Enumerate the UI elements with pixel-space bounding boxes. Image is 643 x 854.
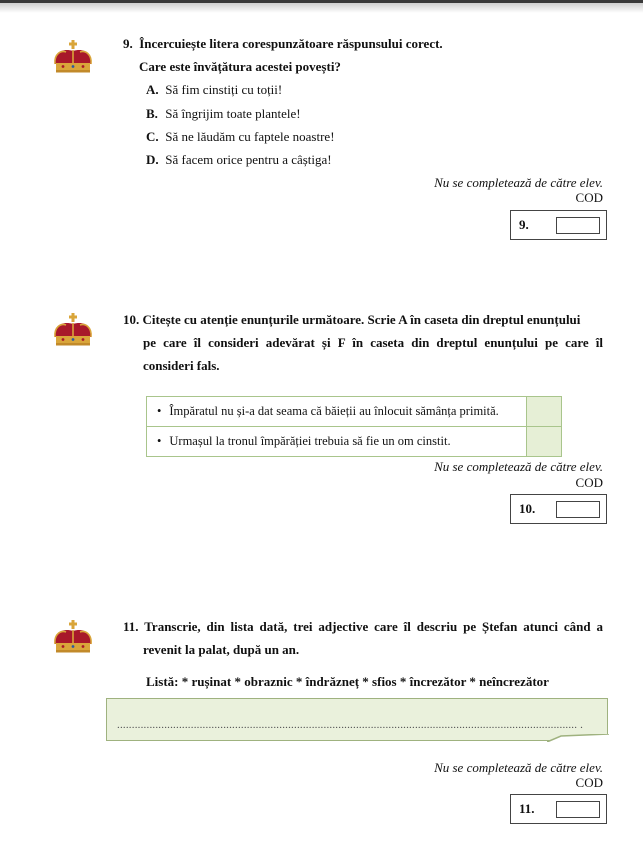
bullet: • <box>157 404 162 418</box>
q10-code-number: 10. <box>519 501 536 516</box>
q9-option-d[interactable] <box>146 152 332 168</box>
statement-text: Urmașul la tronul împărăției trebuia să fie un om cinstit. <box>169 434 451 448</box>
q9-number: 9. <box>123 36 133 51</box>
tf-statement <box>147 397 527 427</box>
q11-code-box <box>510 794 607 824</box>
crown-graphic <box>51 313 95 349</box>
q9-teacher-note: Nu se completează de către elev. <box>434 175 603 190</box>
q9-option-a[interactable] <box>146 82 282 98</box>
crown-graphic <box>51 620 95 656</box>
q11-answer-box[interactable] <box>106 698 608 741</box>
tf-row <box>147 427 562 457</box>
option-text: Să facem orice pentru a câștiga! <box>165 152 332 167</box>
tf-statement <box>147 427 527 457</box>
q11-teacher-note: Nu se completează de către elev. <box>434 760 603 775</box>
bullet: • <box>157 434 162 448</box>
crown-graphic <box>51 40 95 76</box>
q11-cod-label: COD <box>575 775 603 790</box>
option-text: Să fim cinstiți cu toții! <box>165 82 283 97</box>
q11-line-2: revenit la palat, după un an. <box>143 642 300 657</box>
option-letter: A. <box>146 82 159 97</box>
q10-line-3: consideri fals. <box>143 358 220 373</box>
q11-number: 11. <box>123 619 139 634</box>
option-letter: D. <box>146 152 159 167</box>
q11-code-number: 11. <box>519 801 535 816</box>
page-curl-decoration <box>547 734 609 742</box>
answer-dotted-line: ............................................................................................................................................................ . <box>117 719 584 731</box>
q11-adjective-list: Listă: * rușinat * obraznic * îndrăzneț * sfios * încrezător * neîncrezător <box>146 674 549 689</box>
q9-code-box <box>510 210 607 240</box>
option-text: Să ne lăudăm cu faptele noastre! <box>165 129 335 144</box>
royal-crown-icon <box>51 620 95 656</box>
q11-line-1-text: Transcrie, din lista dată, trei adjective care îl descriu pe Ștefan atunci când a <box>144 619 604 634</box>
q10-code-box <box>510 494 607 524</box>
q10-title <box>123 308 603 331</box>
q11-line-1 <box>123 615 603 638</box>
q10-number: 10. <box>123 312 140 327</box>
q10-teacher-note: Nu se completează de către elev. <box>434 459 603 474</box>
q10-cod-label: COD <box>575 475 603 490</box>
q9-question: Care este învățătura acestei povești? <box>139 59 341 74</box>
q9-option-b[interactable] <box>146 106 301 122</box>
q9-code-number: 9. <box>519 217 529 232</box>
tf-answer-box[interactable] <box>527 427 562 457</box>
q9-title <box>123 32 443 55</box>
option-text: Să îngrijim toate plantele! <box>165 106 301 121</box>
tf-answer-box[interactable] <box>527 397 562 427</box>
statement-text: Împăratul nu și-a dat seama că băieții au înlocuit sămânța primită. <box>169 404 499 418</box>
true-false-table <box>146 396 562 457</box>
royal-crown-icon <box>51 313 95 349</box>
q9-code-field[interactable] <box>556 217 600 234</box>
q9-option-c[interactable] <box>146 129 335 145</box>
viewer-top-shadow <box>0 3 643 13</box>
q9-instruction: Încercuiește litera corespunzătoare răspunsului corect. <box>139 36 443 51</box>
q10-line-2: pe care îl consideri adevărat și F în caseta din dreptul enunțului pe care îl <box>143 335 603 350</box>
option-letter: B. <box>146 106 158 121</box>
q10-line-1 <box>123 308 603 331</box>
q10-line-1-text: Citește cu atenție enunțurile următoare. Scrie A în caseta din dreptul enunțului <box>142 312 581 327</box>
q10-code-field[interactable] <box>556 501 600 518</box>
option-letter: C. <box>146 129 159 144</box>
tf-row <box>147 397 562 427</box>
royal-crown-icon <box>51 40 95 76</box>
q11-code-field[interactable] <box>556 801 600 818</box>
q9-cod-label: COD <box>575 190 603 205</box>
